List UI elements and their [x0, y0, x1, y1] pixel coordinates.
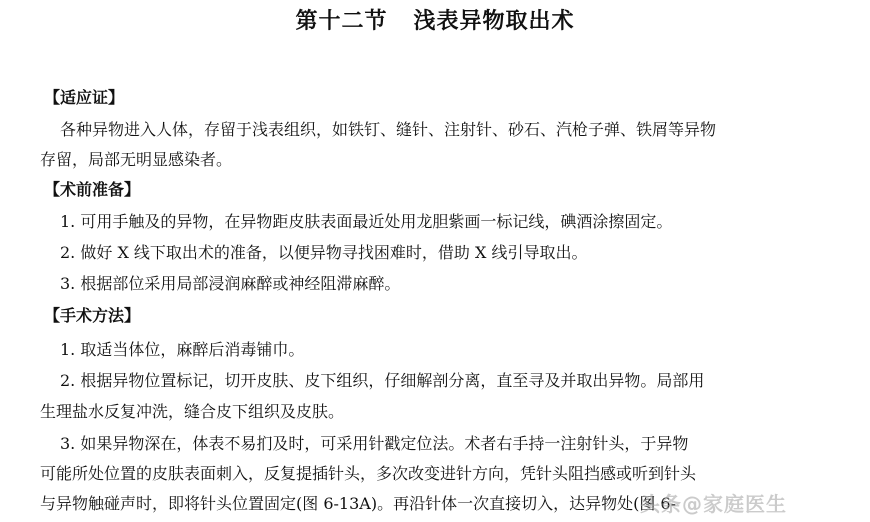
paragraph-line: 生理盐水反复冲洗，缝合皮下组织及皮肤。	[40, 402, 345, 421]
list-item: 2. 做好 X 线下取出术的准备，以便异物寻找困难时，借助 X 线引导取出。	[60, 243, 588, 262]
list-item: 1. 取适当体位，麻醉后消毒铺巾。	[60, 340, 305, 359]
list-item: 1. 可用手触及的异物，在异物距皮肤表面最近处用龙胆紫画一标记线，碘酒涂擦固定。	[60, 212, 673, 231]
heading-indications: 【适应证】	[44, 88, 125, 107]
heading-preparation: 【术前准备】	[44, 180, 141, 199]
paragraph-line: 各种异物进入人体，存留于浅表组织，如铁钉、缝针、注射针、砂石、汽枪子弹、铁屑等异物	[60, 120, 717, 139]
section-title: 第十二节 浅表异物取出术	[295, 9, 575, 34]
paragraph-line: 存留，局部无明显感染者。	[40, 150, 233, 169]
heading-method: 【手术方法】	[44, 306, 141, 325]
watermark-text: 头条@家庭医生	[640, 492, 787, 516]
list-item: 2. 根据异物位置标记，切开皮肤、皮下组织，仔细解剖分离，直至寻及并取出异物。局部用	[60, 371, 705, 390]
paragraph-line: 与异物触碰声时，即将针头位置固定(图 6-13A)。再沿针体一次直接切入，达异物处(图 6-	[40, 494, 676, 513]
paragraph-line: 可能所处位置的皮肤表面刺入，反复提插针头，多次改变进针方向，凭针头阻挡感或听到针头	[40, 464, 697, 483]
list-item: 3. 根据部位采用局部浸润麻醉或神经阻滞麻醉。	[60, 274, 401, 293]
list-item: 3. 如果异物深在，体表不易扪及时，可采用针戳定位法。术者右手持一注射针头，于异物	[60, 434, 689, 453]
